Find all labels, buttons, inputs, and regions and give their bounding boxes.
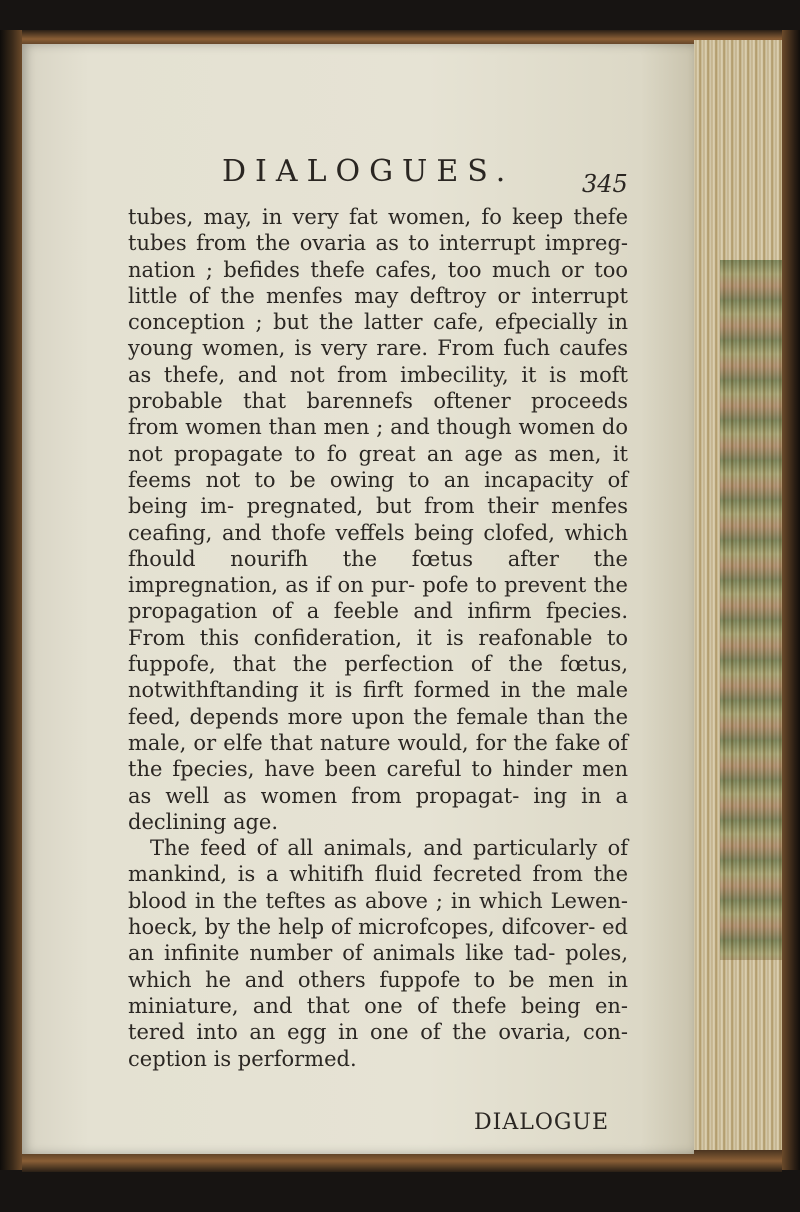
page-number: 345: [582, 170, 628, 198]
catchword: DIALOGUE: [474, 1109, 610, 1135]
page-edge-stain: [720, 260, 782, 960]
paragraph-1: tubes, may, in very fat women, fo keep thefe tubes from the ovaria as to interrupt impreg- nation ; befides thefe cafes, too much or too little of the menfes may deftroy or interrupt conception ; but the latter cafe, efpecially in young women, is very rare. From fuch caufes as thefe, and not from imbecility, it is moft probable that barennefs oftener proceeds from women than men ; and though women do not propagate to fo great an age as men, it feems not to be owing to an incapacity of being im- pregnated, but from their menfes ceafing, and thofe veffels being clofed, which fhould nourifh the fœtus after the impregnation, as if on pur- pofe to prevent the propagation of a feeble and infirm fpecies. From this confideration, it is reafonable to fuppofe, that the perfection of the fœtus, notwithftanding it is firft formed in the male feed, depends more upon the female than the male, or elfe that nature would, for the fake of the fpecies, have been careful to hinder men as well as women from propagat- ing in a declining age.: [128, 205, 628, 834]
paragraph-2: The feed of all animals, and particularly of mankind, is a whitifh fluid fecreted from the blood in the teftes as above ; in which Lewen- hoeck, by the help of microfcopes, difcover- ed an infinite number of animals like tad- poles, which he and others fuppofe to be men in miniature, and that one of thefe being en- tered into an egg in one of the ovaria, con- ception is performed.: [128, 836, 628, 1071]
right-cover: [782, 30, 800, 1170]
body-text: [128, 204, 628, 1136]
left-cover: [0, 30, 22, 1170]
running-head: DIALOGUES.: [222, 154, 515, 189]
book-page: [22, 44, 694, 1154]
